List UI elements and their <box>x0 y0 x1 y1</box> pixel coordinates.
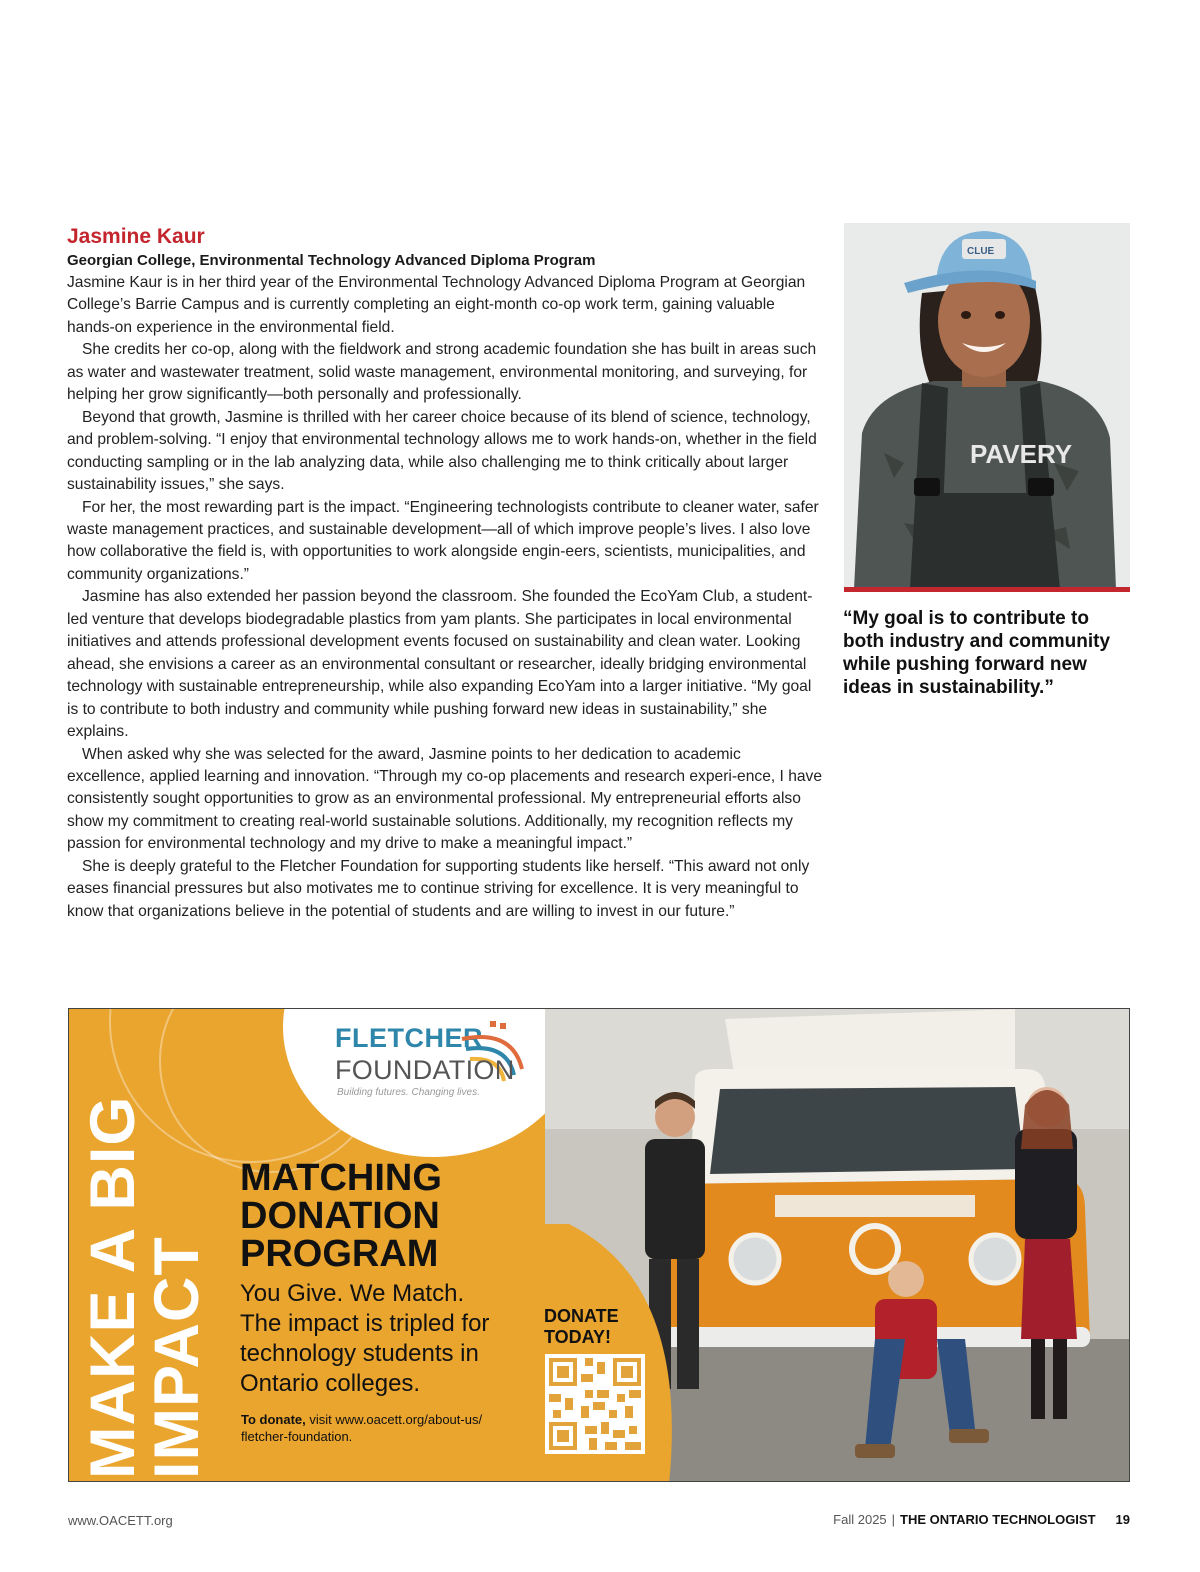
ad-donate-url[interactable]: visit www.oacett.org/about-us/ fletcher-foundation. <box>241 1412 483 1444</box>
footer-magazine: THE ONTARIO TECHNOLOGIST <box>900 1512 1096 1527</box>
ad-donate-bold: To donate, <box>241 1412 306 1427</box>
ad-vertical-slogan <box>69 1009 229 1482</box>
accent-bar <box>844 587 1130 592</box>
qr-code-icon <box>545 1354 645 1454</box>
article-paragraph: For her, the most rewarding part is the impact. “Engineering technologists contribute to cleaner water, safer waste management practices, and sustainable development—all of which improve people’s lives. I also love how collaborative the field is, with opportunities to work alongside engin-eers, scientists, municipalities, and community organizations.” <box>67 498 819 583</box>
portrait-photo <box>844 223 1130 589</box>
article-paragraph: Jasmine Kaur is in her third year of the Environmental Technology Advanced Diploma Program at Georgian College’s Barrie Campus and is currently completing an eight-month co-op work term, gaining valuable hands-on experience in the environmental field. <box>67 274 806 336</box>
footer-issue-info <box>833 1512 1130 1527</box>
donate-cta-line[interactable]: TODAY! <box>544 1327 612 1347</box>
fletcher-foundation-ad[interactable] <box>68 1008 1130 1482</box>
ad-sub-line: Ontario colleges. <box>240 1370 421 1397</box>
article-paragraph: Beyond that growth, Jasmine is thrilled with her career choice because of its blend of science, technology, and problem-solving. “I enjoy that environmental technology allows me to work hands-on, whether in the field conducting sampling or in the lab analyzing data, while also challenging me to think critically about larger sustainability issues,” she says. <box>67 408 817 494</box>
donate-qr-code[interactable] <box>545 1354 645 1454</box>
footer-issue: Fall 2025 <box>833 1512 887 1527</box>
cap-text: CLUE <box>967 246 995 257</box>
donate-cta-line[interactable]: DONATE <box>544 1306 619 1326</box>
footer-website[interactable]: www.OACETT.org <box>68 1513 173 1528</box>
ad-heading <box>240 1159 530 1273</box>
portrait-illustration <box>844 223 1130 589</box>
article-paragraph: She credits her co-op, along with the fieldwork and strong academic foundation she has built in areas such as water and wastewater treatment, solid waste management, environmental monitoring, and surveying, for helping her grow significantly—both personally and professionally. <box>67 341 817 404</box>
ad-heading-line: PROGRAM <box>240 1233 439 1275</box>
shirt-text: PAVERY <box>970 439 1073 469</box>
article-name: Jasmine Kaur <box>67 225 205 248</box>
ad-vertical-line: IMPACT <box>142 1236 212 1479</box>
article-paragraph: She is deeply grateful to the Fletcher Foundation for supporting students like herself. “This award not only eases financial pressures but also motivates me to continue striving for excellence. It is very meaningful to know that organizations believe in the potential of students and are willing to invest in our future.” <box>67 857 810 920</box>
ad-heading-line: MATCHING <box>240 1157 442 1199</box>
footer-page-number: 19 <box>1115 1512 1130 1527</box>
article-paragraph: Jasmine has also extended her passion beyond the classroom. She founded the EcoYam Club, a student-led venture that develops biodegradable plastics from yam plants. She participates in local environmental initiatives and attends professional development events focused on sustainability and clean water. Looking ahead, she envisions a career as an environmental consultant or researcher, ideally bridging environmental technology with sustainable entrepreneurship, while also expanding EcoYam into a larger initiative. “My goal is to contribute to both industry and community while pushing forward new ideas in sustainability,” she explains. <box>67 588 813 741</box>
donate-cta[interactable] <box>544 1306 619 1348</box>
article <box>67 224 823 923</box>
ad-sub-line: technology students in <box>240 1340 479 1367</box>
ad-subheading <box>240 1279 540 1399</box>
pull-quote: “My goal is to contribute to both industry and community while pushing forward new ideas in sustainability.” <box>843 608 1111 698</box>
ad-heading-line: DONATION <box>240 1195 440 1237</box>
article-paragraph: When asked why she was selected for the award, Jasmine points to her dedication to academic excellence, applied learning and innovation. “Through my co-op placements and research experi-ence, I have consistently sought opportunities to grow as an environmental professional. My entrepreneurial efforts also show my commitment to creating real-world sustainable solutions. Additionally, my recognition reflects my passion for environmental technology and my drive to make a meaningful impact.” <box>67 745 823 853</box>
ad-sub-line: You Give. We Match. <box>240 1280 465 1307</box>
article-program: Georgian College, Environmental Technology Advanced Diploma Program <box>67 252 596 269</box>
logo-foundation: FOUNDATION <box>335 1055 515 1085</box>
ad-sub-line: The impact is tripled for <box>240 1310 490 1337</box>
ad-vertical-line: MAKE A BIG <box>78 1095 148 1479</box>
logo-tagline: Building futures. Changing lives. <box>337 1087 480 1098</box>
footer-separator: | <box>891 1512 896 1527</box>
ad-donate-instructions[interactable] <box>241 1411 531 1445</box>
logo-fletcher: FLETCHER <box>335 1023 483 1053</box>
